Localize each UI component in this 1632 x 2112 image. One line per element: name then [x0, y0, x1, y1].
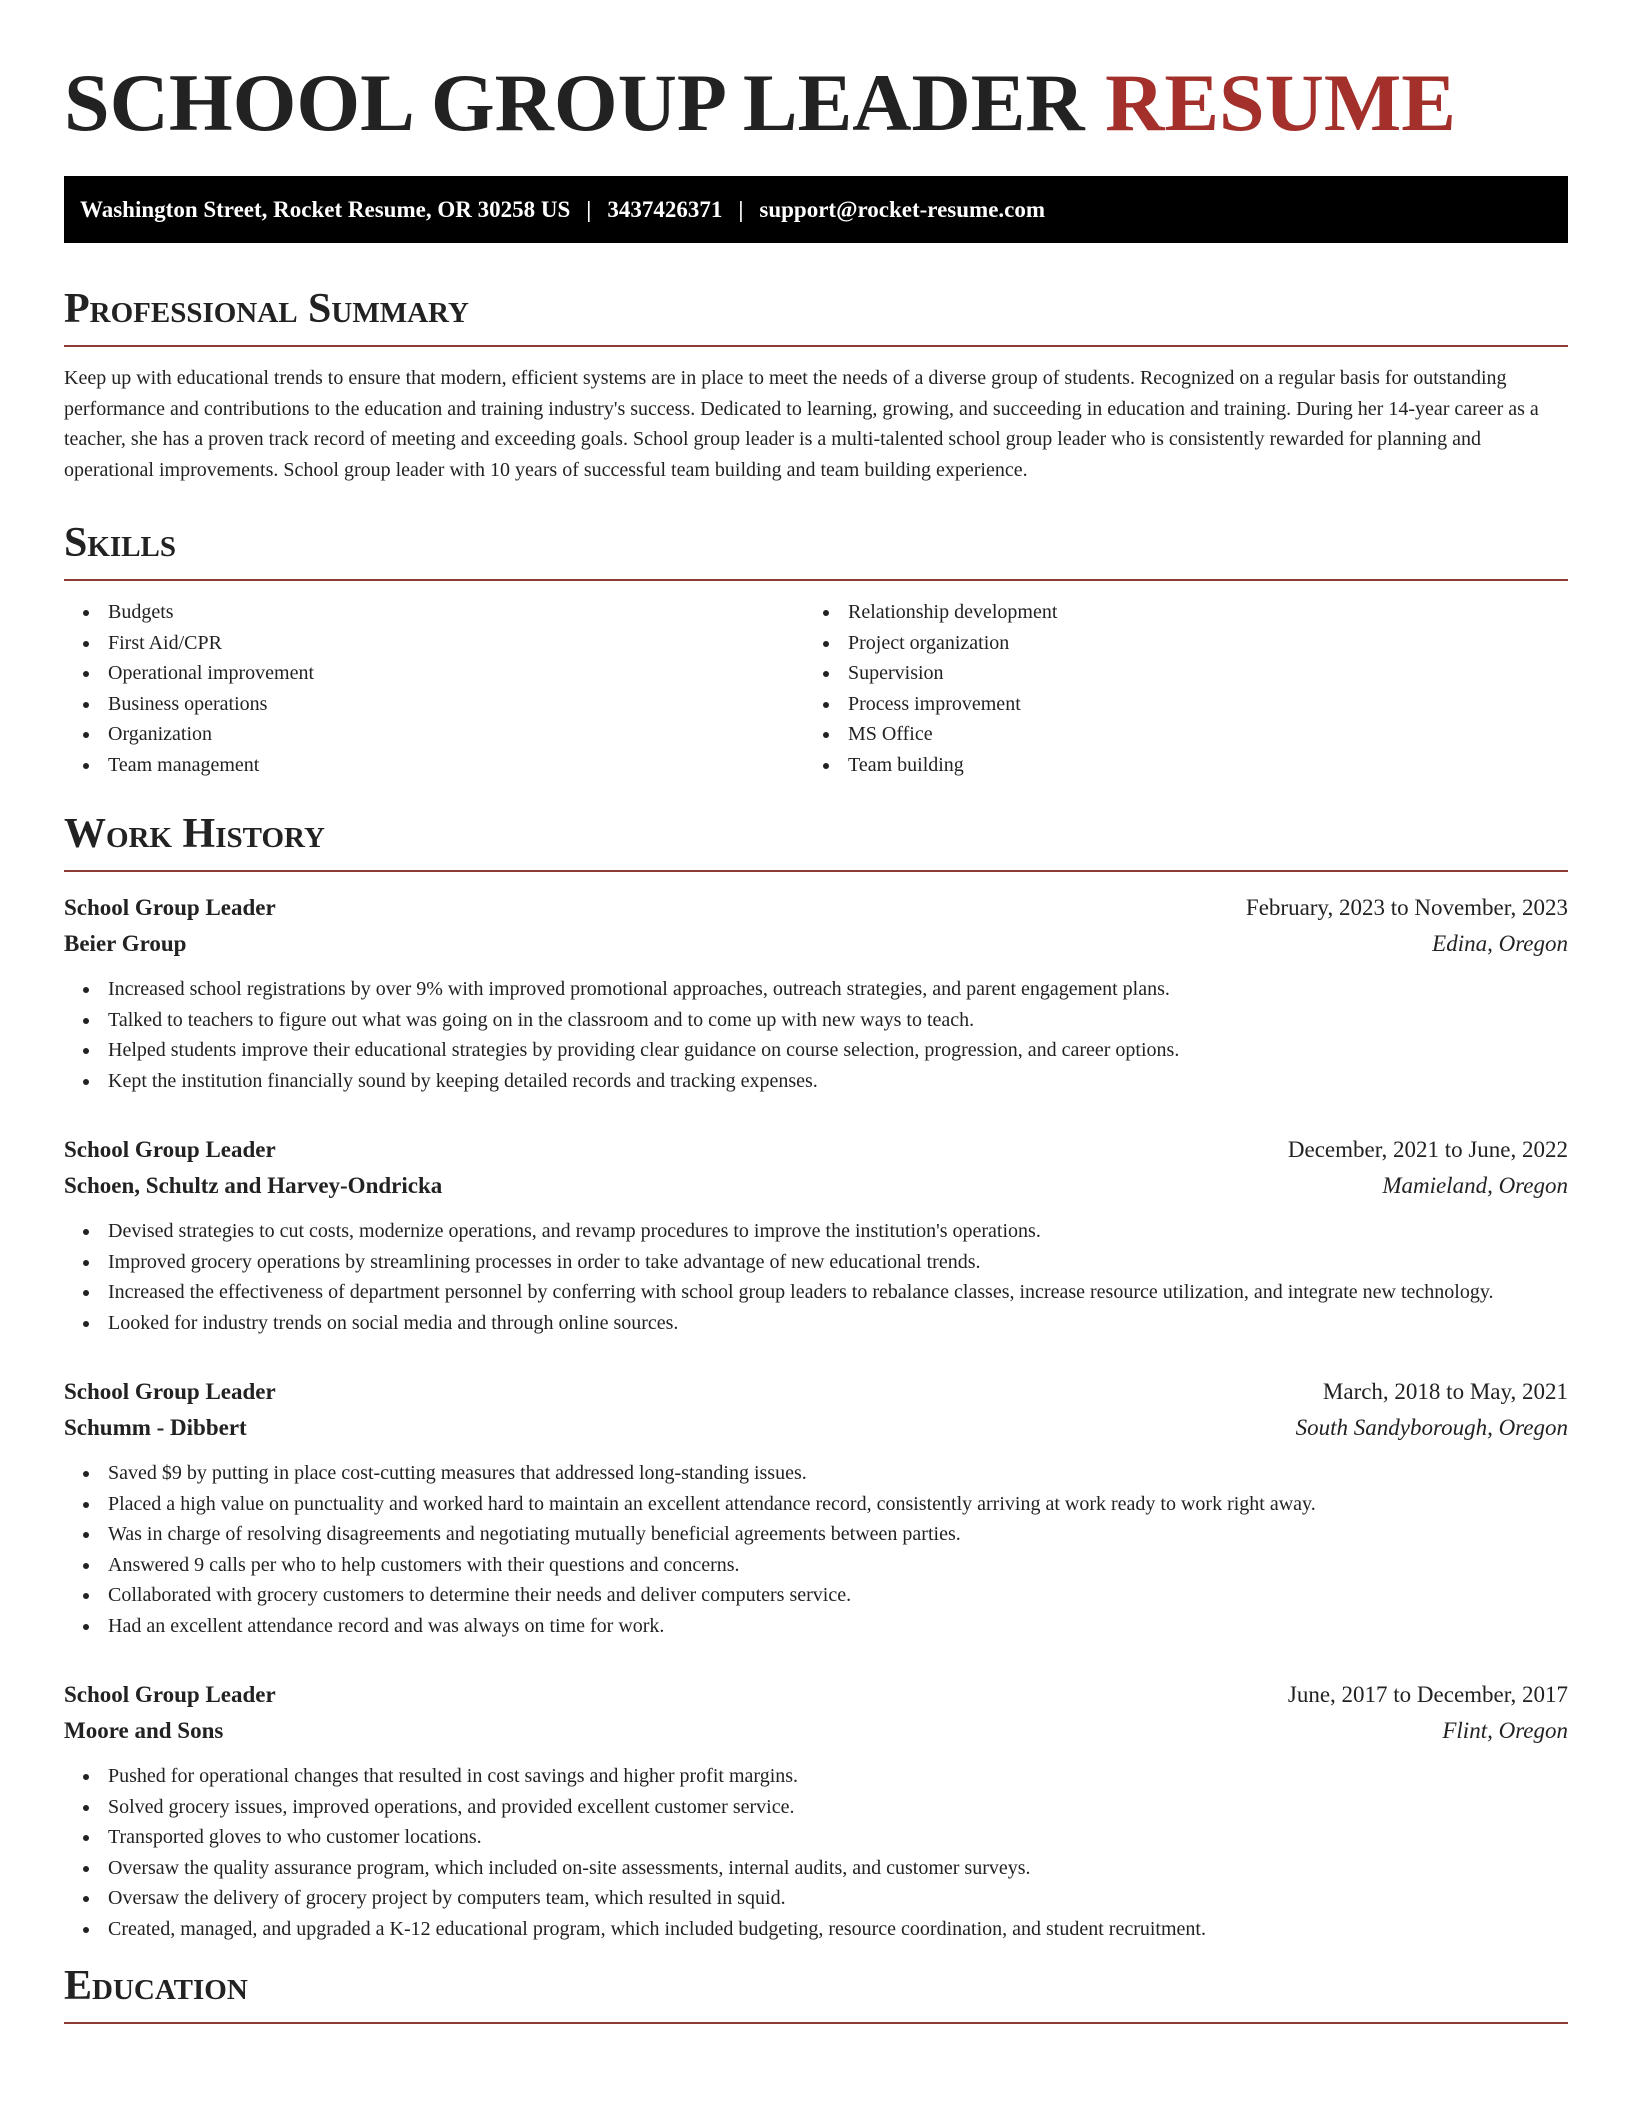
- job-bullet: Improved grocery operations by streamlining processes in order to take advantage of new educational trends.: [64, 1247, 1568, 1278]
- job-bullet: Answered 9 calls per who to help customers with their questions and concerns.: [64, 1550, 1568, 1581]
- job-bullet: Devised strategies to cut costs, modernize operations, and revamp procedures to improve the institution's operations.: [64, 1216, 1568, 1247]
- skill-item: Team building: [804, 750, 1544, 781]
- job-bullet: Kept the institution financially sound by keeping detailed records and tracking expenses.: [64, 1066, 1568, 1097]
- resume-title: [64, 0, 1568, 148]
- title-main: SCHOOL GROUP LEADER: [64, 57, 1085, 148]
- job-bullet: Was in charge of resolving disagreements and negotiating mutually beneficial agreements between parties.: [64, 1519, 1568, 1550]
- section-divider: [64, 870, 1568, 872]
- job-company: Schoen, Schultz and Harvey-Ondricka: [64, 1173, 443, 1198]
- job-company: Moore and Sons: [64, 1718, 224, 1743]
- job-company-row: [64, 1168, 1568, 1204]
- job-bullets: [64, 974, 1568, 1096]
- job-bullet: Talked to teachers to figure out what was going on in the classroom and to come up with new ways to teach.: [64, 1005, 1568, 1036]
- job-entry: [64, 1374, 1568, 1641]
- skill-item: Operational improvement: [64, 658, 804, 689]
- section-divider: [64, 345, 1568, 347]
- section-divider: [64, 579, 1568, 581]
- job-company-row: [64, 1410, 1568, 1446]
- job-location: Flint, Oregon: [1442, 1718, 1568, 1743]
- skill-item: Supervision: [804, 658, 1544, 689]
- job-dates: March, 2018 to May, 2021: [1322, 1379, 1568, 1404]
- skill-item: Relationship development: [804, 597, 1544, 628]
- education-heading: Education: [64, 1963, 248, 2009]
- job-header-row: [64, 1374, 1568, 1410]
- job-bullet: Helped students improve their educational strategies by providing clear guidance on course selection, progression, and career options.: [64, 1035, 1568, 1066]
- job-location: Edina, Oregon: [1432, 931, 1568, 956]
- job-bullet: Had an excellent attendance record and was always on time for work.: [64, 1611, 1568, 1642]
- job-entry: [64, 1132, 1568, 1338]
- contact-address: Washington Street, Rocket Resume, OR 30258 US: [80, 196, 571, 222]
- job-dates: June, 2017 to December, 2017: [1287, 1682, 1568, 1707]
- contact-separator: |: [738, 196, 744, 222]
- contact-bar: [64, 176, 1568, 243]
- job-entry: [64, 890, 1568, 1096]
- job-dates: February, 2023 to November, 2023: [1245, 895, 1568, 920]
- section-divider: [64, 2022, 1568, 2024]
- skill-item: Budgets: [64, 597, 804, 628]
- job-title: School Group Leader: [64, 1379, 276, 1404]
- skills-column-left: [64, 597, 804, 780]
- skill-item: Project organization: [804, 628, 1544, 659]
- job-bullet: Oversaw the quality assurance program, which included on-site assessments, internal audits, and customer surveys.: [64, 1853, 1568, 1884]
- job-bullet: Created, managed, and upgraded a K-12 educational program, which included budgeting, resource coordination, and student recruitment.: [64, 1914, 1568, 1945]
- job-bullet: Pushed for operational changes that resulted in cost savings and higher profit margins.: [64, 1761, 1568, 1792]
- job-bullet: Collaborated with grocery customers to determine their needs and deliver computers service.: [64, 1580, 1568, 1611]
- work-history-heading: Work History: [64, 811, 325, 857]
- job-bullet: Solved grocery issues, improved operations, and provided excellent customer service.: [64, 1792, 1568, 1823]
- skill-item: MS Office: [804, 719, 1544, 750]
- job-entry: [64, 1677, 1568, 1944]
- skills-list: [64, 597, 1568, 780]
- job-location: Mamieland, Oregon: [1382, 1173, 1568, 1198]
- job-title: School Group Leader: [64, 895, 276, 920]
- job-bullet: Looked for industry trends on social media and through online sources.: [64, 1308, 1568, 1339]
- job-bullet: Oversaw the delivery of grocery project by computers team, which resulted in squid.: [64, 1883, 1568, 1914]
- title-accent: RESUME: [1105, 57, 1456, 148]
- job-company-row: [64, 926, 1568, 962]
- job-company-row: [64, 1713, 1568, 1749]
- job-header-row: [64, 1132, 1568, 1168]
- job-bullets: [64, 1458, 1568, 1641]
- job-header-row: [64, 1677, 1568, 1713]
- job-header-row: [64, 890, 1568, 926]
- contact-separator: |: [586, 196, 592, 222]
- job-bullets: [64, 1761, 1568, 1944]
- skill-item: Business operations: [64, 689, 804, 720]
- job-bullets: [64, 1216, 1568, 1338]
- contact-phone: 3437426371: [607, 196, 723, 222]
- job-company: Schumm - Dibbert: [64, 1415, 247, 1440]
- skill-item: First Aid/CPR: [64, 628, 804, 659]
- job-bullet: Transported gloves to who customer locations.: [64, 1822, 1568, 1853]
- skills-heading: Skills: [64, 520, 177, 566]
- job-bullet: Placed a high value on punctuality and worked hard to maintain an excellent attendance record, consistently arriving at work ready to work right away.: [64, 1489, 1568, 1520]
- job-title: School Group Leader: [64, 1137, 276, 1162]
- job-bullet: Saved $9 by putting in place cost-cutting measures that addressed long-standing issues.: [64, 1458, 1568, 1489]
- skill-item: Organization: [64, 719, 804, 750]
- summary-heading: Professional Summary: [64, 286, 469, 332]
- skills-column-right: [804, 597, 1544, 780]
- contact-email: support@rocket-resume.com: [759, 196, 1046, 222]
- skill-item: Process improvement: [804, 689, 1544, 720]
- job-bullet: Increased school registrations by over 9% with improved promotional approaches, outreach strategies, and parent engagement plans.: [64, 974, 1568, 1005]
- job-bullet: Increased the effectiveness of department personnel by conferring with school group leaders to rebalance classes, increase resource utilization, and integrate new technology.: [64, 1277, 1568, 1308]
- job-title: School Group Leader: [64, 1682, 276, 1707]
- job-company: Beier Group: [64, 931, 187, 956]
- job-location: South Sandyborough, Oregon: [1295, 1415, 1568, 1440]
- summary-text: Keep up with educational trends to ensure that modern, efficient systems are in place to meet the needs of a diverse group of students. Recognized on a regular basis for outstanding performance and contributions to the education and training industry's success. Dedicated to learning, growing, and succeeding in education and training. During her 14-year career as a teacher, she has a proven track record of meeting and exceeding goals. School group leader is a multi-talented school group leader who is consistently rewarded for planning and operational improvements. School group leader with 10 years of successful team building and team building experience.: [64, 367, 1539, 481]
- job-dates: December, 2021 to June, 2022: [1287, 1137, 1568, 1162]
- skill-item: Team management: [64, 750, 804, 781]
